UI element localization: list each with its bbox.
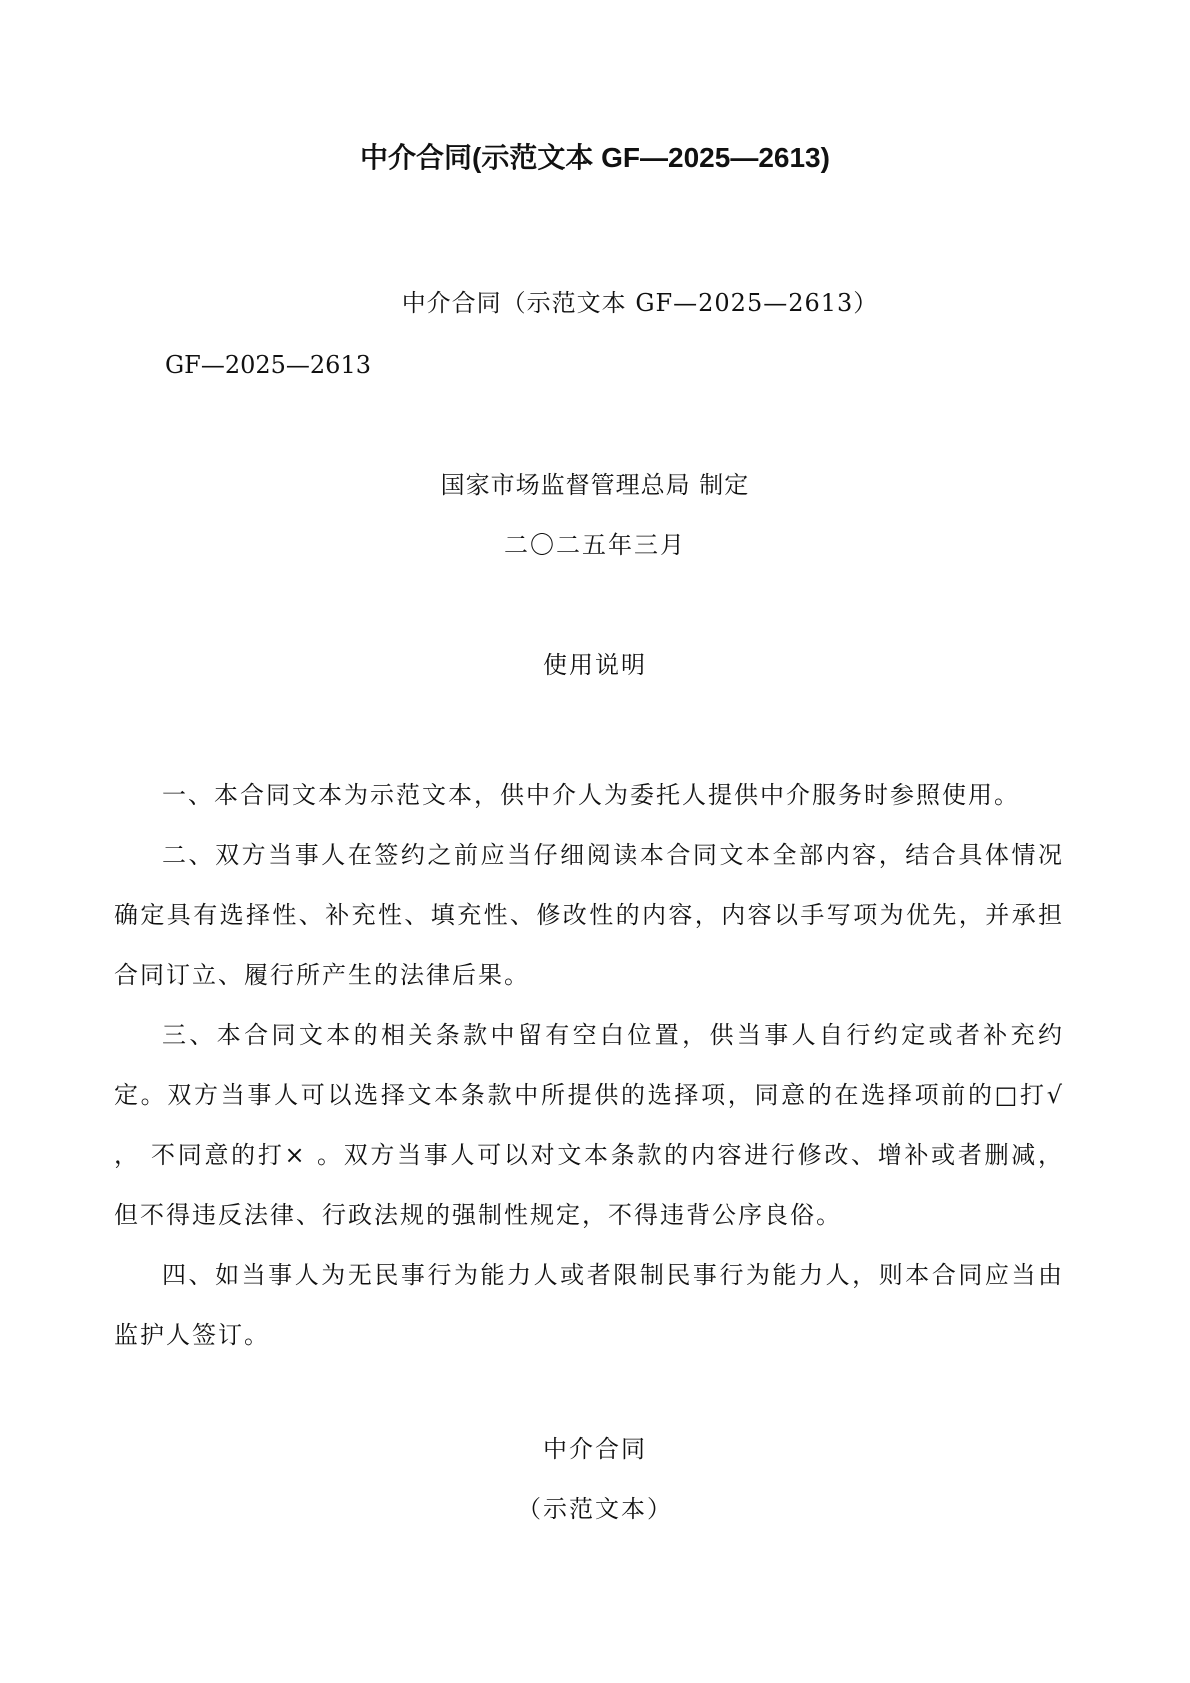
closing-title: 中介合同 [543, 1435, 647, 1463]
contract-code: GF—2025—2613 [165, 351, 371, 379]
instruction-paragraph-2: 二、双方当事人在签约之前应当仔细阅读本合同文本全部内容，结合具体情况确定具有选择性、补充性、填充性、修改性的内容，内容以手写项为优先，并承担合同订立、履行所产生的法律后果。 [114, 841, 1064, 989]
instruction-paragraph-4: 四、如当事人为无民事行为能力人或者限制民事行为能力人，则本合同应当由监护人签订。 [114, 1261, 1064, 1349]
issue-date: 二〇二五年三月 [504, 531, 686, 559]
closing-subtitle: （示范文本） [517, 1495, 673, 1523]
issuer-line: 国家市场监督管理总局 制定 [440, 471, 750, 499]
page-title: 中介合同(示范文本 GF—2025—2613) [360, 142, 830, 173]
instruction-paragraph-3: 三、本合同文本的相关条款中留有空白位置，供当事人自行约定或者补充约定。双方当事人可以选择文本条款中所提供的选择项，同意的在选择项前的□打√ ， 不同意的打× 。双方当事人可以对文本条款的内容进行修改、增补或者删减，但不得违反法律、行政法规的强制性规定，不得违背公序良俗。 [114, 1021, 1064, 1229]
instructions-heading: 使用说明 [543, 651, 647, 679]
contract-subtitle: 中介合同（示范文本 GF—2025—2613） [401, 289, 879, 317]
instruction-paragraph-1: 一、本合同文本为示范文本，供中介人为委托人提供中介服务时参照使用。 [162, 781, 1020, 809]
